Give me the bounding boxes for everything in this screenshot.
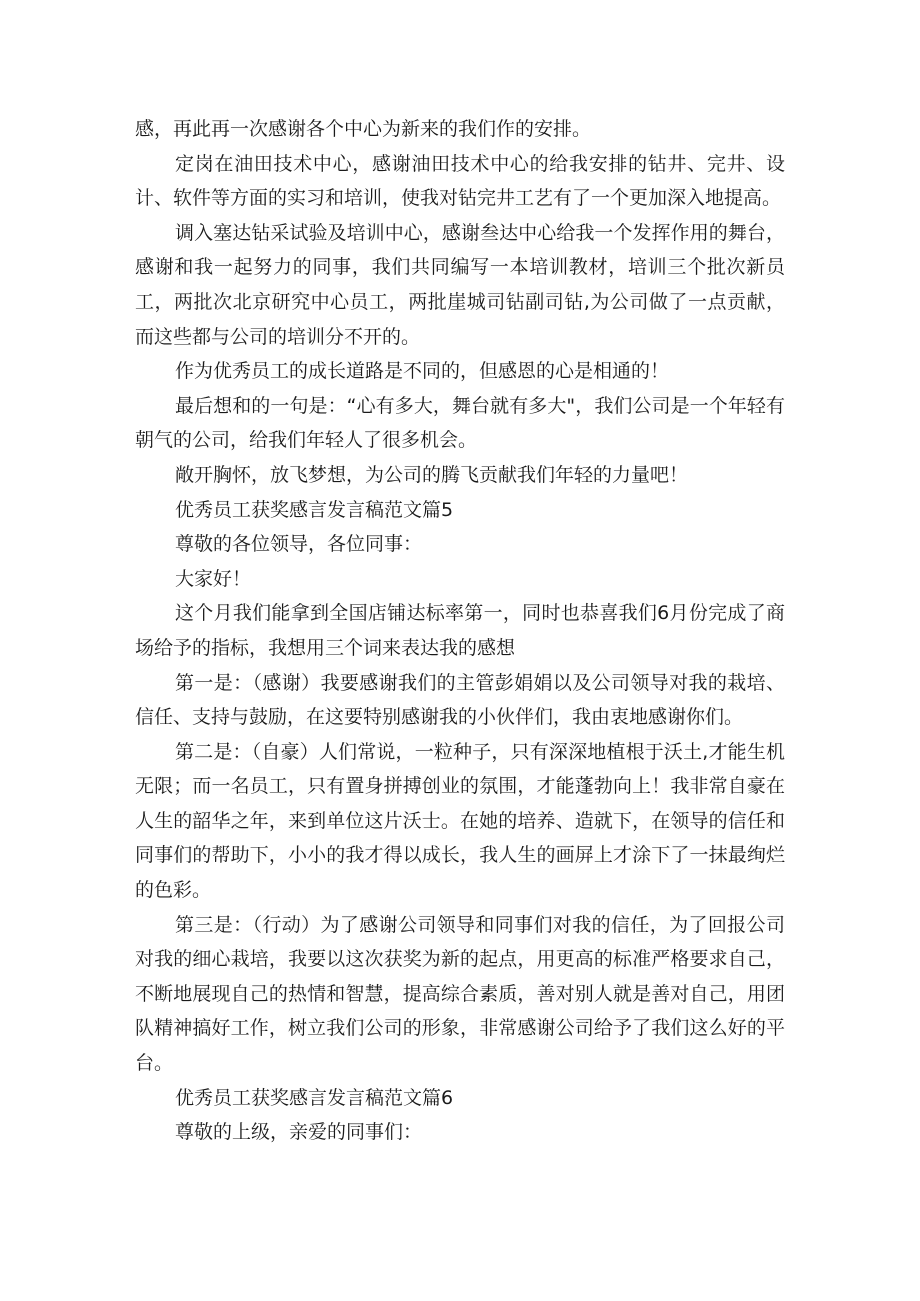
paragraph-continuation: 感，再此再一次感谢各个中心为新来的我们作的安排。 [135, 118, 592, 140]
section-heading-6: 优秀员工获奖感言发言稿范文篇6 [175, 1086, 454, 1109]
paragraph-third-action: 第三是：（行动）为了感谢公司领导和同事们对我的信任，为了回报公司对我的细心栽培，我要以这次获奖为新的起点，用更高的标准严格要求自己，不断地展现自己的热情和智慧，提高综合素质，善对别人就是善对自己，用团队精神搞好工作，树立我们公司的形象，非常感谢公司给予了我们这么好的平台。 [135, 913, 785, 1075]
paragraph-gratitude: 作为优秀员工的成长道路是不同的，但感恩的心是相通的！ [175, 360, 670, 383]
paragraph-first-thanks: 第一是：（感谢）我要感谢我们的主管彭娟娟以及公司领导对我的栽培、信任、支持与鼓励，在这要特别感谢我的小伙伴们，我由衷地感谢你们。 [135, 671, 785, 729]
paragraph-technical-center: 定岗在油田技术中心，感谢油田技术中心的给我安排的钻井、完井、设计、软件等方面的实习和培训，使我对钻完井工艺有了一个更加深入地提高。 [135, 152, 785, 210]
paragraph-closing-quote: 最后想和的一句是：“心有多大，舞台就有多大"，我们公司是一个年轻有朝气的公司，给我们年轻人了很多机会。 [135, 394, 785, 452]
section-heading-5: 优秀员工获奖感言发言稿范文篇5 [175, 498, 454, 521]
paragraph-achievement: 这个月我们能拿到全国店铺达标率第一，同时也恭喜我们6月份完成了商场给予的指标，我想用三个词来表达我的感想 [135, 602, 785, 659]
salutation-5: 尊敬的各位领导，各位同事： [175, 533, 423, 556]
greeting: 大家好！ [175, 567, 252, 590]
document-page [135, 112, 785, 1150]
paragraph-second-pride: 第二是：（自豪）人们常说，一粒种子，只有深深地植根于沃土,才能生机无限；而一名员工，只有置身拼搏创业的氛围，才能蓬勃向上！我非常自豪在人生的韶华之年，来到单位这片沃士。在她的培养、造就下，在领导的信任和同事们的帮助下，小小的我才得以成长，我人生的画屏上才涂下了一抹最绚烂的色彩。 [135, 740, 785, 902]
paragraph-dream: 敞开胸怀，放飞梦想，为公司的腾飞贡献我们年轻的力量吧！ [175, 463, 689, 486]
salutation-6: 尊敬的上级，亲爱的同事们： [175, 1121, 423, 1144]
paragraph-training-center: 调入塞达钻采试验及培训中心，感谢叁达中心给我一个发挥作用的舞台，感谢和我一起努力的同事，我们共同编写一本培训教材，培训三个批次新员工，两批次北京研究中心员工，两批崖城司钻副司钻,为公司做了一点贡献，而这些都与公司的培训分不开的。 [135, 221, 785, 348]
